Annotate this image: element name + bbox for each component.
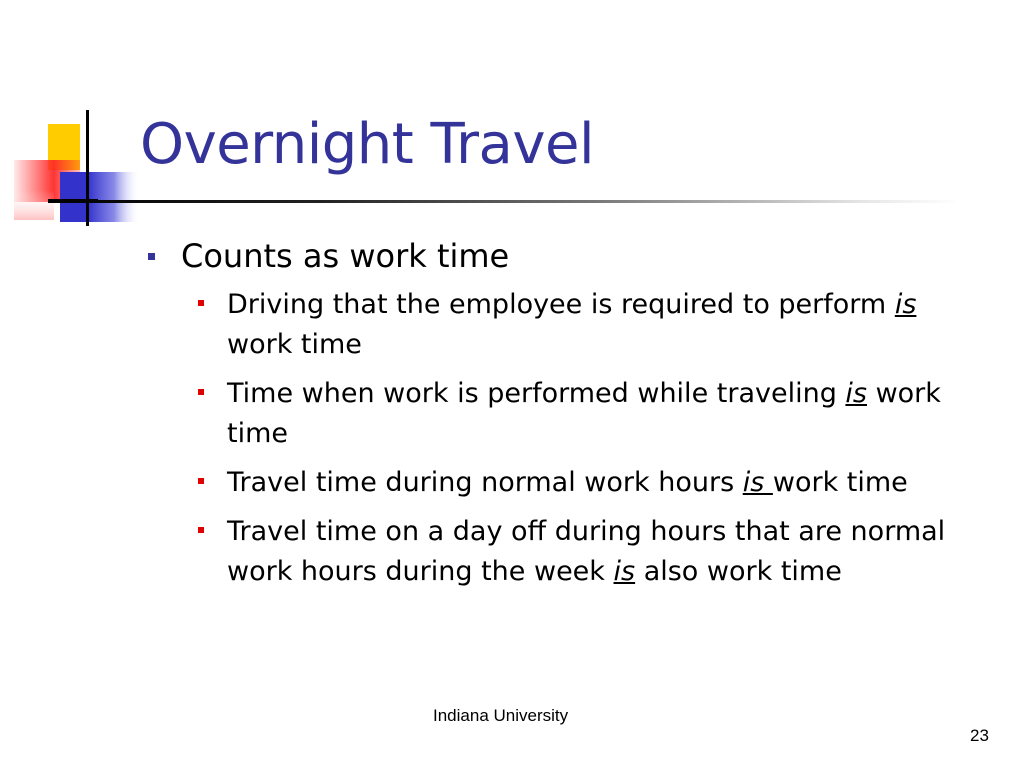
footer-text: Indiana University <box>433 706 569 725</box>
sub-bullet-4 <box>198 512 1008 592</box>
square-bullet-icon <box>198 300 204 306</box>
bullet-level-1 <box>148 236 1008 276</box>
deco-blue-square <box>60 172 88 222</box>
square-bullet-icon <box>198 527 204 533</box>
bullet-text: Counts as work time <box>181 237 510 275</box>
page-number: 23 <box>970 726 989 745</box>
sub-bullet-text: Travel time on a day off during hours that are normal work hours during the week is also work time <box>227 516 946 587</box>
emphasis-is: is <box>894 289 917 320</box>
square-bullet-icon <box>198 389 204 395</box>
deco-red-vertical-fade <box>14 190 54 220</box>
decorative-corner-graphic <box>0 0 160 240</box>
sub-bullet-1 <box>198 285 1008 365</box>
slide-title: Overnight Travel <box>140 112 595 177</box>
title-underline-rule <box>48 200 960 203</box>
emphasis-is: is <box>845 378 867 409</box>
sub-bullet-2 <box>198 374 1008 454</box>
deco-blue-fade-block <box>88 172 140 222</box>
sub-bullet-text: Driving that the employee is required to perform is work time <box>227 289 917 360</box>
sub-bullet-3 <box>198 463 1008 503</box>
emphasis-is: is <box>742 467 773 498</box>
deco-vertical-line <box>86 110 89 226</box>
sub-bullet-text: Time when work is performed while traveling is work time <box>227 378 941 449</box>
slide-body <box>148 236 1008 592</box>
square-bullet-icon <box>198 478 204 484</box>
square-bullet-icon <box>148 253 155 260</box>
emphasis-is: is <box>613 556 636 587</box>
sub-bullet-text: Travel time during normal work hours is work time <box>227 467 908 498</box>
